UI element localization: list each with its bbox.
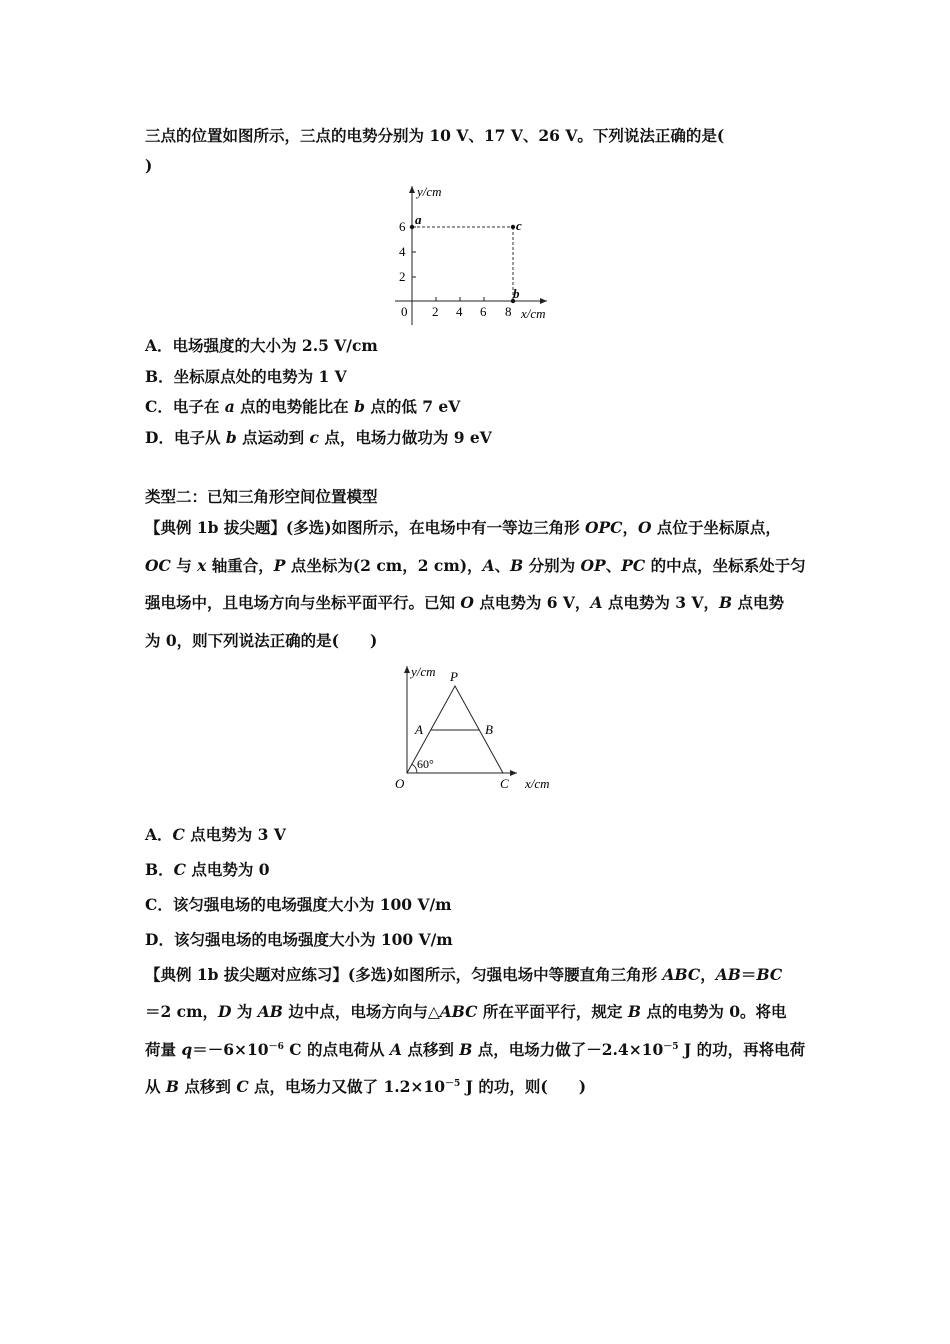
label-o: O <box>395 776 405 791</box>
exercise-line1: 【典例 1b 拔尖题对应练习】(多选)如图所示，匀强电场中等腰直角三角形 ABC，AB＝BC <box>145 965 783 984</box>
q1-option-d: D．电子从 b 点运动到 c 点，电场力做功为 9 eV <box>145 428 492 447</box>
q1-x-tick-4: 4 <box>456 304 463 319</box>
example-option-a: A．C 点电势为 3 V <box>145 825 286 844</box>
q1-point-c <box>511 225 515 229</box>
q1-x-tick-6: 6 <box>480 304 487 319</box>
q1-label-b: b <box>513 286 520 301</box>
q1-label-c: c <box>516 218 522 233</box>
example-option-d: D．该匀强电场的电场强度大小为 100 V/m <box>145 930 453 949</box>
example-line2: OC 与 x 轴重合，P 点坐标为(2 cm，2 cm)，A、B 分别为 OP、PC 的中点，坐标系处于匀 <box>145 556 806 575</box>
example-option-b: B．C 点电势为 0 <box>145 860 270 879</box>
example-x-label: x/cm <box>525 776 550 791</box>
q1-y-tick-2: 2 <box>399 269 406 284</box>
label-a: A <box>415 722 423 737</box>
section2-heading: 类型二：已知三角形空间位置模型 <box>145 487 378 506</box>
example-figure <box>385 660 565 795</box>
example-line3: 强电场中，且电场方向与坐标平面平行。已知 O 点电势为 6 V，A 点电势为 3 V，B 点电势 <box>145 593 784 612</box>
q1-stem-line1: 三点的位置如图所示，三点的电势分别为 10 V、17 V、26 V。下列说法正确的是( <box>145 126 725 145</box>
label-c: C <box>500 776 509 791</box>
example-line4: 为 0，则下列说法正确的是( ) <box>145 631 378 650</box>
label-p: P <box>450 669 458 684</box>
q1-option-b: B．坐标原点处的电势为 1 V <box>145 367 347 386</box>
q1-stem-line2: ) <box>145 156 153 175</box>
label-angle: 60° <box>417 757 434 771</box>
exercise-tag: 【典例 1b 拔尖题对应练习】 <box>145 965 348 984</box>
q1-y-tick-4: 4 <box>399 244 406 259</box>
exercise-line4: 从 B 点移到 C 点，电场力又做了 $1.2\times 10^{-5}$ J 的功，则( ) <box>145 1077 587 1096</box>
q1-y-label: y/cm <box>417 184 442 199</box>
q1-label-a: a <box>415 212 422 227</box>
example-line1: 【典例 1b 拔尖题】(多选)如图所示，在电场中有一等边三角形 OPC，O 点位于坐标原点， <box>145 518 781 537</box>
q1-x-label: x/cm <box>521 306 546 321</box>
label-b: B <box>485 722 493 737</box>
q1-x-tick-2: 2 <box>432 304 439 319</box>
q1-x-tick-8: 8 <box>505 304 512 319</box>
q1-origin-label: 0 <box>401 304 408 319</box>
q1-point-a <box>410 225 414 229</box>
exercise-line2: ＝2 cm，D 为 AB 边中点，电场方向与△ABC 所在平面平行，规定 B 点的电势为 0。将电 <box>145 1002 787 1021</box>
q1-figure <box>385 180 565 325</box>
example-option-c: C．该匀强电场的电场强度大小为 100 V/m <box>145 895 452 914</box>
q1-y-tick-6: 6 <box>399 219 406 234</box>
example-y-label: y/cm <box>411 664 436 679</box>
exercise-line3: 荷量 $q=-6\times 10^{-6}$ C 的点电荷从 A 点移到 B 点，电场力做了$-2.4\times 10^{-5}$ J 的功，再将电荷 <box>145 1040 806 1059</box>
example-tag: 【典例 1b 拔尖题】 <box>145 518 286 537</box>
q1-option-c: C．电子在 a 点的电势能比在 b 点的低 7 eV <box>145 397 461 416</box>
q1-option-a: A．电场强度的大小为 2.5 V/cm <box>145 336 378 355</box>
